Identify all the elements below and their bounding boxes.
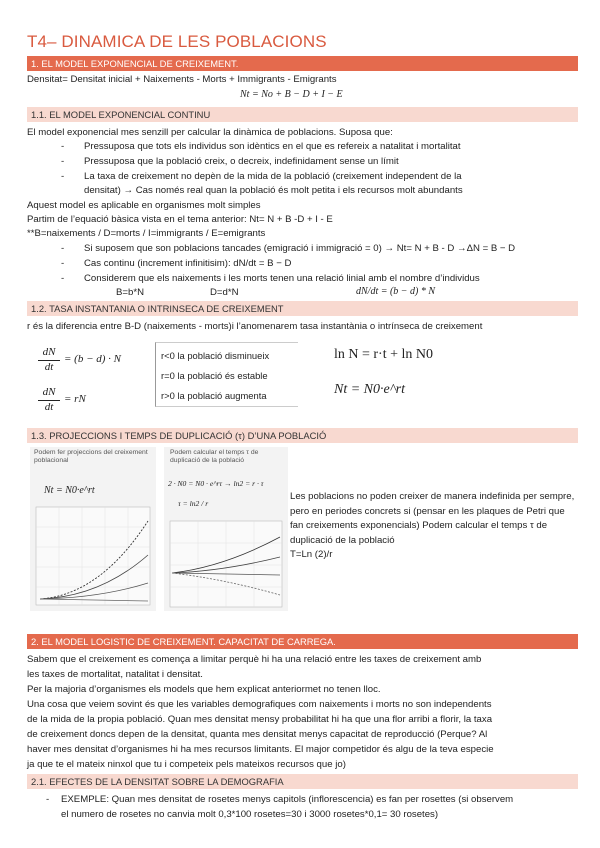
tau-equation: τ = ln2 / r (178, 499, 209, 508)
exp-intro: El model exponencial mes senzill per calcular la dinàmica de poblacions. Suposa que: (27, 127, 393, 138)
density-equation: Nt = No + B − D + I − E (240, 89, 343, 100)
formula1-rest: = (b − d) · N (64, 353, 122, 365)
bullet-item: La taxa de creixement no depèn de la mida de la població (creixement independent de la (84, 171, 462, 182)
figure-caption: Podem fer projeccions del creixement poblacional (34, 449, 148, 465)
relation-d: D=d*N (210, 287, 239, 298)
basic-equation-line: Partim de l’equació bàsica vista en el tema anterior: Nt= N + B -D + I - E (27, 214, 333, 225)
formula2-rest: = rN (64, 393, 86, 405)
relation-equation: dN/dt = (b − d) * N (356, 286, 436, 297)
example-line: el numero de rosetes no canvia molt 0,3*100 rosetes=30 i 3000 rosetes*0,1= 30 rosetes) (61, 809, 439, 820)
logistic-line: Per la majoria d’organismes els models que hem explicat anteriormet no tenen lloc. (27, 684, 381, 695)
bullet-dash: - (61, 141, 65, 152)
section-1-1-header: 1.1. EL MODEL EXPONENCIAL CONTINU (27, 107, 578, 122)
ln-equation: ln N = r·t + ln N0 (334, 347, 434, 362)
formula1-denominator: dt (44, 361, 54, 373)
doubling-figure (164, 447, 288, 611)
bullet-dash: - (46, 794, 50, 805)
r-case: r>0 la població augmenta (161, 390, 267, 401)
formula1-numerator: dN (42, 346, 56, 358)
projection-figure (30, 447, 156, 611)
formula2-numerator: dN (42, 386, 56, 398)
bullet-item: Si suposem que son poblacions tancades (emigració i immigració = 0) → Nt= N + B - D →ΔN = B − D (84, 243, 516, 254)
section-1-3-header: 1.3. PROJECCIONS I TEMPS DE DUPLICACIÓ (τ) D’UNA POBLACIÓ (27, 428, 578, 443)
logistic-line: Una cosa que veiem sovint és que les variables demografiques com naixements i morts no son independents (27, 699, 492, 710)
doubling-formula: T=Ln (2)/r (290, 549, 333, 561)
bullet-item: Considerem que els naixements i les morts tenen una relació linial amb el nombre d’individus (84, 273, 480, 284)
section-1-2-header: 1.2. TASA INSTANTANIA O INTRINSECA DE CREIXEMENT (27, 301, 578, 316)
bullet-dash: - (61, 243, 65, 254)
bullet-dash: - (61, 258, 65, 269)
logistic-line: ja que te el mateix ninxol que tu i competeix pels mateixos recursos que jo) (27, 759, 346, 770)
logistic-line: de la mida de la propia població. Quan mes densitat mensy probabilitat hi ha que una flor arribi a florir, la taxa (27, 714, 493, 725)
logistic-line: les taxes de mortalitat, natalitat i densitat. (27, 669, 203, 680)
bullet-dash: - (61, 273, 65, 284)
bullet-item: Cas continu (increment infinitisim): dN/dt = B − D (84, 258, 292, 269)
logistic-line: haver mes densitat d’organismes hi ha mes recursos limitants. El major competidor és algu de la teva especie (27, 744, 494, 755)
r-definition: r és la diferencia entre B-D (naixements - morts)i l’anomenarem tasa instantània o intrínseca de creixement (27, 321, 483, 332)
page-title: T4– DINAMICA DE LES POBLACIONS (27, 32, 327, 51)
legend-line: **B=naixements / D=morts / I=immigrants / E=emigrants (27, 228, 266, 239)
r-cases-box (155, 342, 298, 407)
logistic-line: de creixement doncs depen de la densitat, quanta mes densitat menys capacitat de reproducció (Perque? Al (27, 729, 488, 740)
section-1-header: 1. EL MODEL EXPONENCIAL DE CREIXEMENT. (27, 56, 578, 71)
relation-b: B=b*N (116, 287, 144, 298)
example-line: EXEMPLE: Quan mes densitat de rosetes menys capitols (inflorescencia) es fan per rosettes (si observem (61, 794, 514, 805)
bullet-item: Pressuposa que la població creix, o decreix, indefinidament sense un límit (84, 156, 399, 167)
density-line: Densitat= Densitat inicial + Naixements - Morts + Immigrants - Emigrants (27, 74, 337, 85)
bullet-dash: - (61, 156, 65, 167)
projection-chart-image (30, 503, 156, 611)
bullet-dash: - (61, 171, 65, 182)
formula2-denominator: dt (44, 401, 54, 413)
doubling-chart-image (164, 517, 288, 611)
figure-equation: Nt = N0·e^rt (44, 485, 95, 496)
nt-equation: Nt = N0·e^rt (334, 382, 405, 397)
bullet-item-cont: densitat) → Cas només real quan la població és molt petita i els recursos molt abundants (84, 185, 463, 196)
doubling-equation: 2 · N0 = N0 · e^rτ → ln2 = r · τ (168, 479, 264, 488)
section-2-header: 2. EL MODEL LOGISTIC DE CREIXEMENT. CAPACITAT DE CARREGA. (27, 634, 578, 649)
section-2-1-header: 2.1. EFECTES DE LA DENSITAT SOBRE LA DEMOGRAFIA (27, 774, 578, 789)
bullet-item: Pressuposa que tots els individus son idèntics en el que es refereix a natalitat i mortalitat (84, 141, 461, 152)
limits-paragraph (290, 490, 580, 563)
limits-text: Les poblacions no poden creixer de manera indefinida per sempre, pero en periodes concrets si (pensar en les plaques de Petri que fan creixements exponencials) Podem calcular el temps τ de duplicació de la població (290, 491, 575, 546)
applicability-line: Aquest model es aplicable en organismes molt simples (27, 200, 261, 211)
logistic-line: Sabem que el creixement es comença a limitar perquè hi ha una relació entre les taxes de creixement amb (27, 654, 482, 665)
figure-caption: Podem calcular el temps τ de duplicació de la població (170, 449, 259, 465)
r-case: r=0 la població és estable (161, 370, 268, 381)
r-case: r<0 la població disminueix (161, 350, 270, 361)
